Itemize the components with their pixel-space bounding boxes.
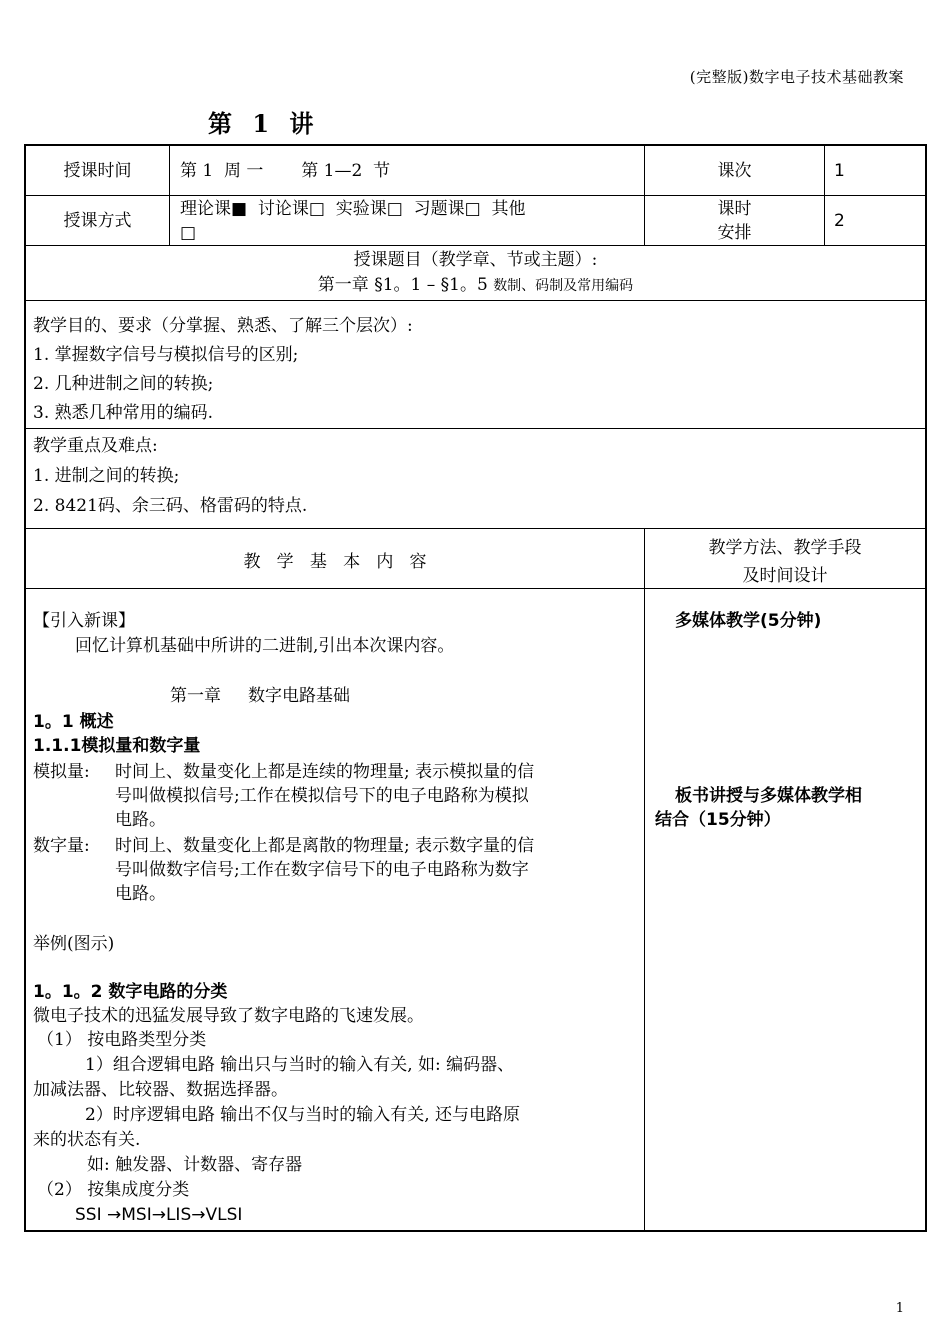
key-title: 教学重点及难点: [33,436,158,456]
section-1-1-1: 1.1.1模拟量和数字量 [33,736,201,756]
topic-label: 授课题目（教学章、节或主题）: [353,250,598,270]
time-label: 授课时间 [63,161,132,181]
method-board-line1: 板书讲授与多媒体教学相 [675,786,862,806]
chapter-title: 第一章 数字电路基础 [170,686,351,706]
method-board-line2: 结合（15分钟） [655,810,781,830]
document-header: (完整版)数字电子技术基础教案 [689,68,904,86]
topic-main: 第一章 §1。1 – §1。5 [317,275,488,295]
class-by-scale: （2） 按集成度分类 [37,1180,190,1200]
hours-value: 2 [834,211,845,231]
method-value-line2: □ [180,223,197,243]
intro-text: 回忆计算机基础中所讲的二进制,引出本次课内容。 [75,636,455,656]
time-value: 第 1 周 一 第 1—2 节 [180,161,391,181]
sequential-examples: 如: 触发器、计数器、寄存器 [87,1155,303,1175]
goal-item: 1. 掌握数字信号与模拟信号的区别; [33,345,299,365]
session-label: 课次 [717,161,752,181]
sequential-line1: 2）时序逻辑电路 输出不仅与当时的输入有关, 还与电路原 [85,1105,521,1125]
digital-line: 号叫做数字信号;工作在数字信号下的电子电路称为数字 [115,860,529,880]
method-header-line1: 教学方法、教学手段 [708,538,862,558]
method-value-line1: 理论课■ 讨论课□ 实验课□ 习题课□ 其他 [180,199,526,219]
key-item: 2. 8421码、余三码、格雷码的特点. [33,496,308,516]
goal-item: 2. 几种进制之间的转换; [33,374,214,394]
hours-label-line1: 课时 [717,199,752,219]
class-by-type: （1） 按电路类型分类 [37,1030,207,1050]
section-1-1-2-intro: 微电子技术的迅猛发展导致了数字电路的飞速发展。 [33,1006,424,1026]
scale-sequence: SSI →MSI→LIS→VLSI [75,1205,243,1225]
combinational-line2: 加减法器、比较器、数据选择器。 [33,1080,288,1100]
goals-title: 教学目的、要求（分掌握、熟悉、了解三个层次）: [33,316,413,336]
session-value: 1 [834,161,845,181]
page-number: 1 [895,1301,904,1316]
topic-value [26,272,925,299]
lecture-title: 第 1 讲 [208,109,320,138]
digital-line: 时间上、数量变化上都是离散的物理量; 表示数字量的信 [115,836,535,856]
example-text: 举例(图示) [33,934,115,954]
hours-label-line2: 安排 [717,223,752,243]
content-header: 教 学 基 本 内 容 [243,552,427,572]
analog-line: 时间上、数量变化上都是连续的物理量; 表示模拟量的信 [115,762,535,782]
method-label: 授课方式 [63,211,132,231]
digital-label: 数字量: [33,836,90,856]
intro-tag: 【引入新课】 [33,611,135,631]
analog-line: 电路。 [115,810,166,830]
section-1-1: 1。1 概述 [33,712,114,732]
key-item: 1. 进制之间的转换; [33,466,180,486]
topic-sub: 数制、码制及常用编码 [493,278,634,294]
goal-item: 3. 熟悉几种常用的编码. [33,403,214,423]
section-1-1-2: 1。1。2 数字电路的分类 [33,982,228,1002]
digital-line: 电路。 [115,884,166,904]
method-multimedia: 多媒体教学(5分钟) [675,611,822,631]
method-header-line2: 及时间设计 [742,566,828,586]
analog-label: 模拟量: [33,762,90,782]
sequential-line2: 来的状态有关. [33,1130,141,1150]
combinational-line1: 1）组合逻辑电路 输出只与当时的输入有关, 如: 编码器、 [85,1055,515,1075]
analog-line: 号叫做模拟信号;工作在模拟信号下的电子电路称为模拟 [115,786,529,806]
